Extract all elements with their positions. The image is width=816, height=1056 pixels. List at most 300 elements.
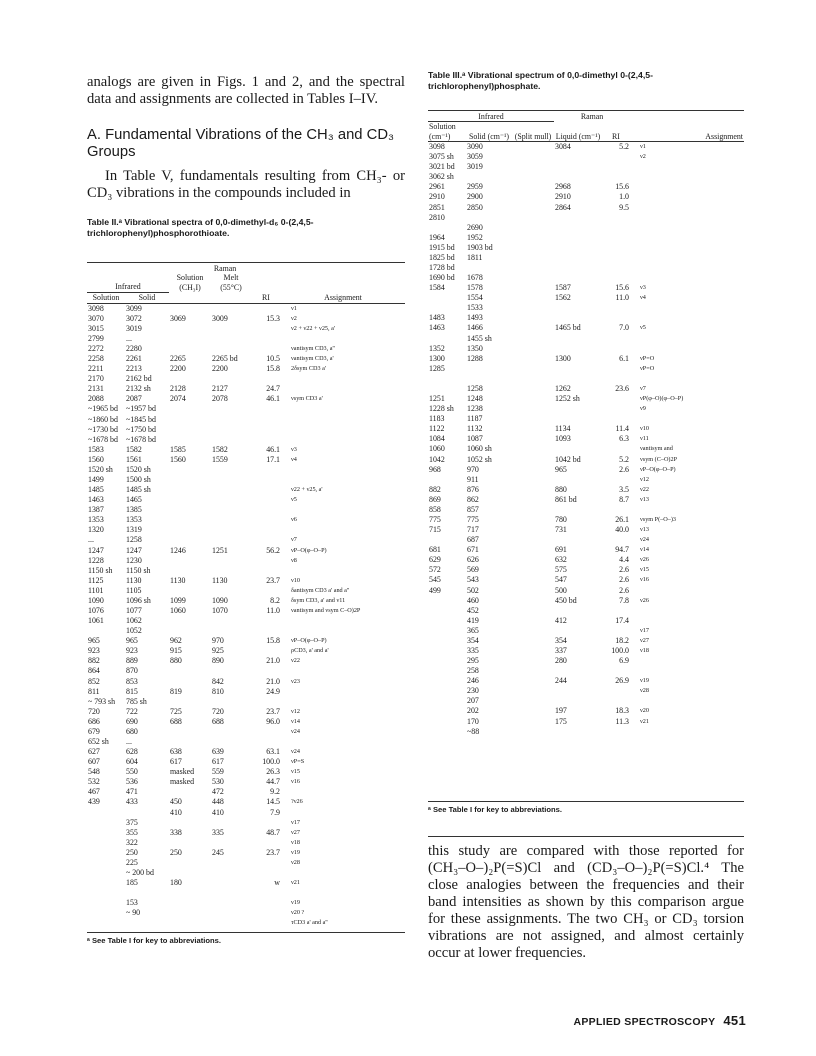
table2-cell xyxy=(211,525,251,535)
table3-cell xyxy=(602,535,630,545)
table3-cell: 1087 xyxy=(467,434,483,444)
table2-cell: 1385 xyxy=(126,505,142,515)
table3-cell xyxy=(630,616,744,626)
table2-cell xyxy=(169,566,211,576)
table3-cell xyxy=(428,666,466,676)
table3-cell: 1060 xyxy=(429,444,445,454)
table2-cell: 1353 xyxy=(88,515,104,525)
table3-cell: 2850 xyxy=(467,202,483,212)
table2-cell xyxy=(251,525,281,535)
table2-cell xyxy=(251,344,281,354)
table2-cell: 1353 xyxy=(126,515,142,525)
table3-cell xyxy=(512,434,554,444)
table2-cell: ν17 xyxy=(291,818,300,826)
table2-cell xyxy=(87,898,125,908)
table2-cell xyxy=(251,858,281,868)
table3-cell xyxy=(630,273,744,283)
table2-cell: 433 xyxy=(126,797,138,807)
table3-cell: 26.1 xyxy=(615,514,629,524)
table3-cell: 780 xyxy=(555,514,567,524)
table3-cell: ν5 xyxy=(640,324,646,332)
table2-cell: 785 sh xyxy=(126,696,147,706)
table3-cell: ν14 xyxy=(640,546,649,554)
table2-cell xyxy=(211,586,251,596)
table3-cell: 858 xyxy=(429,504,441,514)
table2-row xyxy=(87,848,405,858)
table2-cell xyxy=(251,666,281,676)
table3-cell xyxy=(602,666,630,676)
table2-cell: 2132 sh xyxy=(126,384,151,394)
table2-row xyxy=(87,384,405,394)
table2-cell xyxy=(251,404,281,414)
table3-cell: ν26 xyxy=(640,556,649,564)
table2-cell: 2088 xyxy=(88,394,104,404)
table2-cell: 225 xyxy=(126,857,138,867)
table3-row xyxy=(428,475,744,485)
table2-row xyxy=(87,717,405,727)
table3-cell xyxy=(428,596,466,606)
table2-cell: 530 xyxy=(212,777,224,787)
table3-cell xyxy=(554,727,602,737)
table3-cell xyxy=(630,172,744,182)
table3-cell xyxy=(512,636,554,646)
table3-cell xyxy=(512,535,554,545)
table2-cell: τCD3 a' and a'' xyxy=(291,919,328,927)
table3-cell xyxy=(512,384,554,394)
table2-cell: 322 xyxy=(126,837,138,847)
section-paragraph: In Table V, fundamentals resulting from CH₃- or CD₃ vibrations in the compounds included in xyxy=(87,168,405,201)
table3-cell xyxy=(512,616,554,626)
table3-row xyxy=(428,273,744,283)
table2-cell: ~1845 bd xyxy=(126,414,156,424)
table2-cell: ν5 xyxy=(291,496,297,504)
table2-cell: 410 xyxy=(170,807,182,817)
table3-cell: ν15 xyxy=(640,566,649,574)
table2-cell: 923 xyxy=(126,646,138,656)
table3-cell xyxy=(630,374,744,384)
table3-cell xyxy=(512,303,554,313)
table2-cell xyxy=(251,586,281,596)
table3-row xyxy=(428,626,744,636)
table2-cell: 2265 xyxy=(170,354,186,364)
table3-cell: 295 xyxy=(467,656,479,666)
table2-row xyxy=(87,596,405,606)
table2-cell: masked xyxy=(170,777,195,787)
table3-cell xyxy=(466,172,512,182)
table2-cell xyxy=(169,404,211,414)
table2-cell: 688 xyxy=(212,716,224,726)
table2-cell: 1582 xyxy=(212,444,228,454)
table2-cell: 1500 sh xyxy=(126,474,151,484)
table2-cell: 628 xyxy=(126,747,138,757)
table2-group-infrared: Infrared xyxy=(87,273,169,292)
table3-cell xyxy=(602,444,630,454)
table2-cell xyxy=(281,626,405,636)
table2-cell xyxy=(251,374,281,384)
table2-row xyxy=(87,666,405,676)
table2-cell xyxy=(87,878,125,888)
table2-row xyxy=(87,878,405,888)
table2-cell: 2213 xyxy=(126,364,142,374)
table3-cell: ν18 xyxy=(640,646,649,654)
table3-cell: 2.6 xyxy=(619,575,629,585)
table3-cell: 1578 xyxy=(467,283,483,293)
table3-cell xyxy=(554,374,602,384)
table3-cell xyxy=(512,606,554,616)
table2-cell xyxy=(169,505,211,515)
table3-cell: 1288 xyxy=(467,353,483,363)
table2-cell xyxy=(169,787,211,797)
table3-cell xyxy=(602,696,630,706)
table2-cell: 1485 sh xyxy=(126,485,151,495)
table2-cell xyxy=(281,787,405,797)
table3-cell: 5.2 xyxy=(619,142,629,152)
table3-cell: 3090 xyxy=(467,142,483,152)
table2-cell xyxy=(211,415,251,425)
table3-cell xyxy=(512,323,554,333)
table3-cell: 1533 xyxy=(467,303,483,313)
table3-cell xyxy=(554,313,602,323)
table3-row xyxy=(428,334,744,344)
table2-cell xyxy=(211,868,251,878)
table3-cell: ν22 xyxy=(640,485,649,493)
table2-cell: 1130 xyxy=(212,575,228,585)
table3-cell xyxy=(512,727,554,737)
table2-cell: 915 xyxy=(170,646,182,656)
table2-cell: ν8 xyxy=(291,556,297,564)
table3-cell: 1587 xyxy=(555,283,571,293)
table3-cell: 197 xyxy=(555,706,567,716)
table3-cell xyxy=(554,263,602,273)
table3-cell: 1455 sh xyxy=(467,333,492,343)
table3-cell: 1285 xyxy=(429,363,445,373)
table3-col-header: Liquid (cm⁻¹) xyxy=(555,131,601,141)
table3-cell xyxy=(602,475,630,485)
table2-row xyxy=(87,787,405,797)
table3-cell xyxy=(630,303,744,313)
table2-cell xyxy=(251,556,281,566)
table3-cell xyxy=(512,485,554,495)
table2-cell: 688 xyxy=(170,716,182,726)
table3-cell xyxy=(602,243,630,253)
table3-cell xyxy=(630,414,744,424)
table2-row xyxy=(87,818,405,828)
table3-cell: 717 xyxy=(467,525,479,535)
table3-cell xyxy=(512,374,554,384)
table3-cell: 970 xyxy=(467,464,479,474)
table3-cell: ν7 xyxy=(640,384,646,392)
table3-cell: 15.6 xyxy=(615,283,629,293)
table2-cell xyxy=(87,828,125,838)
table2-row xyxy=(87,606,405,616)
table2-cell: 185 xyxy=(126,878,138,888)
table3-cell: 11.3 xyxy=(615,716,629,726)
table3-cell: 354 xyxy=(467,635,479,645)
table3-cell xyxy=(466,263,512,273)
table2-cell: 2170 xyxy=(88,374,104,384)
table2-cell: ~1678 bd xyxy=(126,434,156,444)
table3-cell: 170 xyxy=(467,716,479,726)
table3-cell: 1584 xyxy=(429,283,445,293)
table2-cell: 1228 xyxy=(88,555,104,565)
table2-cell: 1130 xyxy=(170,575,186,585)
table2-cell: ν15 xyxy=(291,768,300,776)
table3-cell: ν17 xyxy=(640,626,649,634)
table2-cell: ν19 xyxy=(291,899,300,907)
table2-cell: 882 xyxy=(88,656,100,666)
table3-cell: 2851 xyxy=(429,202,445,212)
table3-row xyxy=(428,596,744,606)
table2-cell xyxy=(251,616,281,626)
table2-cell: 1319 xyxy=(126,525,142,535)
table2-cell: 100.0 xyxy=(262,757,280,767)
table3-cell xyxy=(512,586,554,596)
table2-cell xyxy=(169,918,211,928)
table2-cell xyxy=(211,535,251,545)
table2-cell xyxy=(211,918,251,928)
table2-cell: 15.8 xyxy=(266,636,280,646)
table2-cell: 1520 sh xyxy=(88,464,113,474)
table2-cell: 448 xyxy=(212,797,224,807)
table2-cell: 1387 xyxy=(88,505,104,515)
table2-cell: ρCD3, a' and a' xyxy=(291,647,329,655)
table3-cell: 1084 xyxy=(429,434,445,444)
table3-cell xyxy=(512,444,554,454)
table2-cell: 3009 xyxy=(212,313,228,323)
table3-cell: ν11 xyxy=(640,435,649,443)
table2-row xyxy=(87,495,405,505)
table2-cell: 853 xyxy=(126,676,138,686)
table2-row xyxy=(87,687,405,697)
table2-row xyxy=(87,908,405,918)
table3-row xyxy=(428,162,744,172)
table3-cell: ν27 xyxy=(640,636,649,644)
table3-cell: 687 xyxy=(467,535,479,545)
table2-cell xyxy=(87,868,125,878)
table3-cell xyxy=(512,686,554,696)
table2-cell: ν14 xyxy=(291,717,300,725)
table2-cell: ν2 xyxy=(291,314,297,322)
table2-cell: δantisym CD3 a' and a'' xyxy=(291,586,350,594)
table2-cell: 1150 sh xyxy=(126,565,151,575)
table3-cell: 1728 bd xyxy=(429,263,455,273)
table3-cell xyxy=(512,626,554,636)
table2-cell: 1560 xyxy=(88,454,104,464)
table3-cell: 1042 xyxy=(429,454,445,464)
table3-cell xyxy=(630,182,744,192)
table3-cell xyxy=(554,666,602,676)
table2-cell: 153 xyxy=(126,898,138,908)
table2-cell xyxy=(281,616,405,626)
table2-cell: 842 xyxy=(212,676,224,686)
table3-row xyxy=(428,525,744,535)
table3-cell: 547 xyxy=(555,575,567,585)
table2-cell xyxy=(169,818,211,828)
table3-cell: 1134 xyxy=(555,424,571,434)
table2-cell xyxy=(211,626,251,636)
table2-cell: 1070 xyxy=(212,606,228,615)
table3-cell xyxy=(512,656,554,666)
table2-cell xyxy=(125,918,169,928)
table2-cell xyxy=(87,858,125,868)
table3-cell xyxy=(512,495,554,505)
table2-cell xyxy=(87,908,125,918)
table3-cell: 335 xyxy=(467,645,479,655)
table3-cell: 869 xyxy=(429,494,441,504)
table2-cell: 1090 xyxy=(212,595,228,605)
table3-cell: ν9 xyxy=(640,405,646,413)
table3-cell xyxy=(554,535,602,545)
table2-row xyxy=(87,354,405,364)
table2-cell xyxy=(169,435,211,445)
table2-cell: 24.7 xyxy=(266,384,280,394)
table2-cell xyxy=(169,374,211,384)
table3-cell xyxy=(428,656,466,666)
table3-cell: 3062 sh xyxy=(429,172,454,182)
table3-cell: 2961 xyxy=(429,182,445,192)
table3-cell xyxy=(602,344,630,354)
table3-cell xyxy=(602,626,630,636)
table3-cell: 2864 xyxy=(555,202,571,212)
table2-cell xyxy=(251,415,281,425)
table2-cell: 889 xyxy=(126,656,138,666)
table3-cell xyxy=(630,696,744,706)
table2-cell xyxy=(211,495,251,505)
table2-cell: 2265 bd xyxy=(212,354,238,364)
table3-cell xyxy=(512,515,554,525)
table3-row xyxy=(428,505,744,515)
table3-row xyxy=(428,182,744,192)
table2-cell xyxy=(169,495,211,505)
table2-cell: 3015 xyxy=(88,323,104,333)
table3-row xyxy=(428,293,744,303)
table3-cell: 1248 xyxy=(467,394,483,404)
intro-paragraph: analogs are given in Figs. 1 and 2, and the spectral data and assignments are collected in Tables I–IV. xyxy=(87,74,405,107)
table3-row xyxy=(428,192,744,202)
table3-cell: 2.6 xyxy=(619,585,629,595)
table3-cell xyxy=(512,293,554,303)
page-footer xyxy=(570,1013,746,1028)
table2-cell xyxy=(251,334,281,344)
table3-cell: 2968 xyxy=(555,182,571,192)
table3-cell: ν1 xyxy=(640,143,646,151)
table2-cell xyxy=(87,918,125,928)
table2-cell: 3098 xyxy=(88,303,104,313)
table3-cell: 18.2 xyxy=(615,635,629,645)
table2-cell: 548 xyxy=(88,767,100,777)
table2-row xyxy=(87,475,405,485)
table2-cell xyxy=(251,898,281,908)
table3-cell: 2959 xyxy=(467,182,483,192)
table2-cell xyxy=(251,727,281,737)
table3-cell xyxy=(554,303,602,313)
table2-cell: 46.1 xyxy=(266,444,280,454)
table2-cell: ν16 xyxy=(291,778,300,786)
table2-cell xyxy=(169,556,211,566)
table2-row xyxy=(87,374,405,384)
table3-cell xyxy=(554,162,602,172)
table2-cell: 1561 xyxy=(126,454,142,464)
table3-cell xyxy=(554,152,602,162)
table3-cell xyxy=(602,253,630,263)
table2-row xyxy=(87,586,405,596)
table2-cell: 1485 xyxy=(88,485,104,495)
table2-cell xyxy=(87,838,125,848)
table2-cell xyxy=(169,697,211,707)
table2-cell xyxy=(211,878,251,888)
table2-row xyxy=(87,656,405,666)
table2-row xyxy=(87,324,405,334)
table3-cell: 500 xyxy=(555,585,567,595)
table2-cell xyxy=(251,425,281,435)
table2-cell: 870 xyxy=(126,666,138,676)
table3-cell xyxy=(512,545,554,555)
table2-cell: 180 xyxy=(170,878,182,888)
table2-cell: 2261 xyxy=(126,354,142,364)
table2-cell: 550 xyxy=(126,767,138,777)
table3-cell xyxy=(554,444,602,454)
table2-cell: ~1957 bd xyxy=(126,404,156,414)
table2-cell xyxy=(169,616,211,626)
table2-cell: 970 xyxy=(212,636,224,646)
table2-row xyxy=(87,868,405,878)
table3-cell: 460 xyxy=(467,595,479,605)
table2-cell: ν24 xyxy=(291,727,300,735)
table3-cell: 7.0 xyxy=(619,323,629,333)
table3-row xyxy=(428,354,744,364)
table2-cell: 355 xyxy=(126,827,138,837)
table3-cell: 1238 xyxy=(467,404,483,414)
table2-cell xyxy=(281,525,405,535)
table3-cell: 3059 xyxy=(467,152,483,162)
table2-cell xyxy=(281,888,405,898)
table2-cell: 690 xyxy=(126,716,138,726)
table3-cell xyxy=(466,364,512,374)
table3-cell xyxy=(602,172,630,182)
table2-row xyxy=(87,777,405,787)
table2-cell: νsym CD3 a' xyxy=(291,395,323,403)
table2-cell: ν6 xyxy=(291,516,297,524)
table3-cell: 1132 xyxy=(467,424,483,434)
table2-cell: 10.5 xyxy=(266,354,280,364)
table3-cell: 671 xyxy=(467,545,479,555)
table2-row xyxy=(87,314,405,324)
table3-row xyxy=(428,223,744,233)
table2-cell: 96.0 xyxy=(266,716,280,726)
table2-cell: ν12 xyxy=(291,707,300,715)
table2-row xyxy=(87,404,405,414)
table2-cell: 725 xyxy=(170,706,182,716)
table2-cell: ~1860 bd xyxy=(88,414,118,424)
table3-cell xyxy=(630,727,744,737)
table3-cell: 1465 bd xyxy=(555,323,581,333)
table3-cell xyxy=(602,414,630,424)
table3-cell xyxy=(602,364,630,374)
table2-cell xyxy=(211,425,251,435)
table3-cell: 9.5 xyxy=(619,202,629,212)
table3-cell xyxy=(512,273,554,283)
table3-cell xyxy=(428,676,466,686)
table2-cell xyxy=(251,435,281,445)
table3-cell: 26.9 xyxy=(615,676,629,686)
table2-cell: 21.0 xyxy=(266,656,280,666)
table2-cell xyxy=(251,465,281,475)
table2-row xyxy=(87,455,405,465)
table2-cell: νantisym CD3, a' xyxy=(291,355,334,363)
table2-cell: ν18 xyxy=(291,838,300,846)
table3-row xyxy=(428,394,744,404)
table2-row xyxy=(87,646,405,656)
